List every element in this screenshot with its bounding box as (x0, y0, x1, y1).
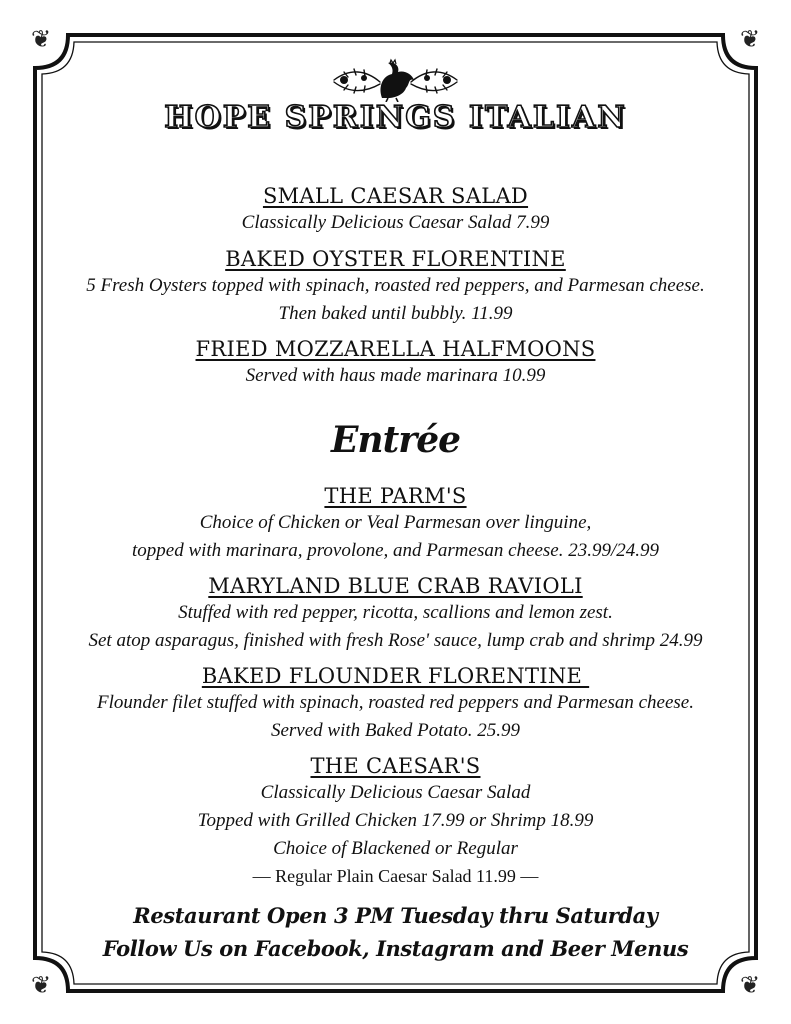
corner-flourish-icon: ❦ (30, 971, 52, 999)
restaurant-title: HOPE SPRINGS ITALIAN (164, 100, 627, 135)
item-description: 5 Fresh Oysters topped with spinach, roasted red peppers, and Parmesan cheese. (86, 275, 705, 296)
menu-item (40, 753, 751, 889)
item-name: THE CAESAR'S (310, 754, 481, 778)
corner-flourish-icon: ❦ (739, 25, 761, 53)
item-name: THE PARM'S (324, 484, 467, 508)
item-description: Classically Delicious Caesar Salad 7.99 (241, 212, 550, 233)
item-name: SMALL CAESAR SALAD (262, 184, 529, 208)
corner-flourish-icon: ❦ (739, 971, 761, 999)
footer (40, 899, 751, 965)
appetizer-section (40, 183, 751, 390)
item-name: BAKED OYSTER FLORENTINE (225, 247, 566, 271)
hours-line: Restaurant Open 3 PM Tuesday thru Saturday (133, 903, 658, 928)
item-name: BAKED FLOUNDER FLORENTINE (201, 664, 590, 688)
menu-item (40, 336, 751, 390)
item-description: Stuffed with red pepper, ricotta, scallions and lemon zest. (178, 602, 613, 623)
social-line: Follow Us on Facebook, Instagram and Beer Menus (102, 936, 689, 961)
menu-item (40, 573, 751, 655)
item-description: Served with Baked Potato. 25.99 (270, 720, 521, 741)
menu-item (40, 483, 751, 565)
item-description: topped with marinara, provolone, and Parmesan cheese. 23.99/24.99 (131, 540, 660, 561)
item-description: Topped with Grilled Chicken 17.99 or Shrimp 18.99 (197, 810, 594, 831)
corner-flourish-icon: ❦ (30, 25, 52, 53)
plain-caesar-note: — Regular Plain Caesar Salad 11.99 — (252, 866, 539, 886)
entree-section (40, 483, 751, 889)
item-name: FRIED MOZZARELLA HALFMOONS (195, 337, 596, 361)
item-description: Served with haus made marinara 10.99 (245, 365, 546, 386)
section-heading-entree: Entrée (330, 419, 461, 461)
item-description: Choice of Blackened or Regular (273, 838, 518, 859)
item-description: Set atop asparagus, finished with fresh Rose' sauce, lump crab and shrimp 24.99 (88, 630, 703, 651)
item-description: Choice of Chicken or Veal Parmesan over linguine, (199, 512, 592, 533)
item-description: Then baked until bubbly. 11.99 (278, 303, 513, 324)
rooster-emblem-icon (330, 58, 461, 102)
menu-item (40, 246, 751, 328)
entree-heading-wrap (40, 418, 751, 462)
item-name: MARYLAND BLUE CRAB RAVIOLI (208, 574, 583, 598)
menu-item (40, 663, 751, 745)
menu-item (40, 183, 751, 237)
item-description: Flounder filet stuffed with spinach, roasted red peppers and Parmesan cheese. (96, 692, 694, 713)
item-description: Classically Delicious Caesar Salad (260, 782, 531, 803)
